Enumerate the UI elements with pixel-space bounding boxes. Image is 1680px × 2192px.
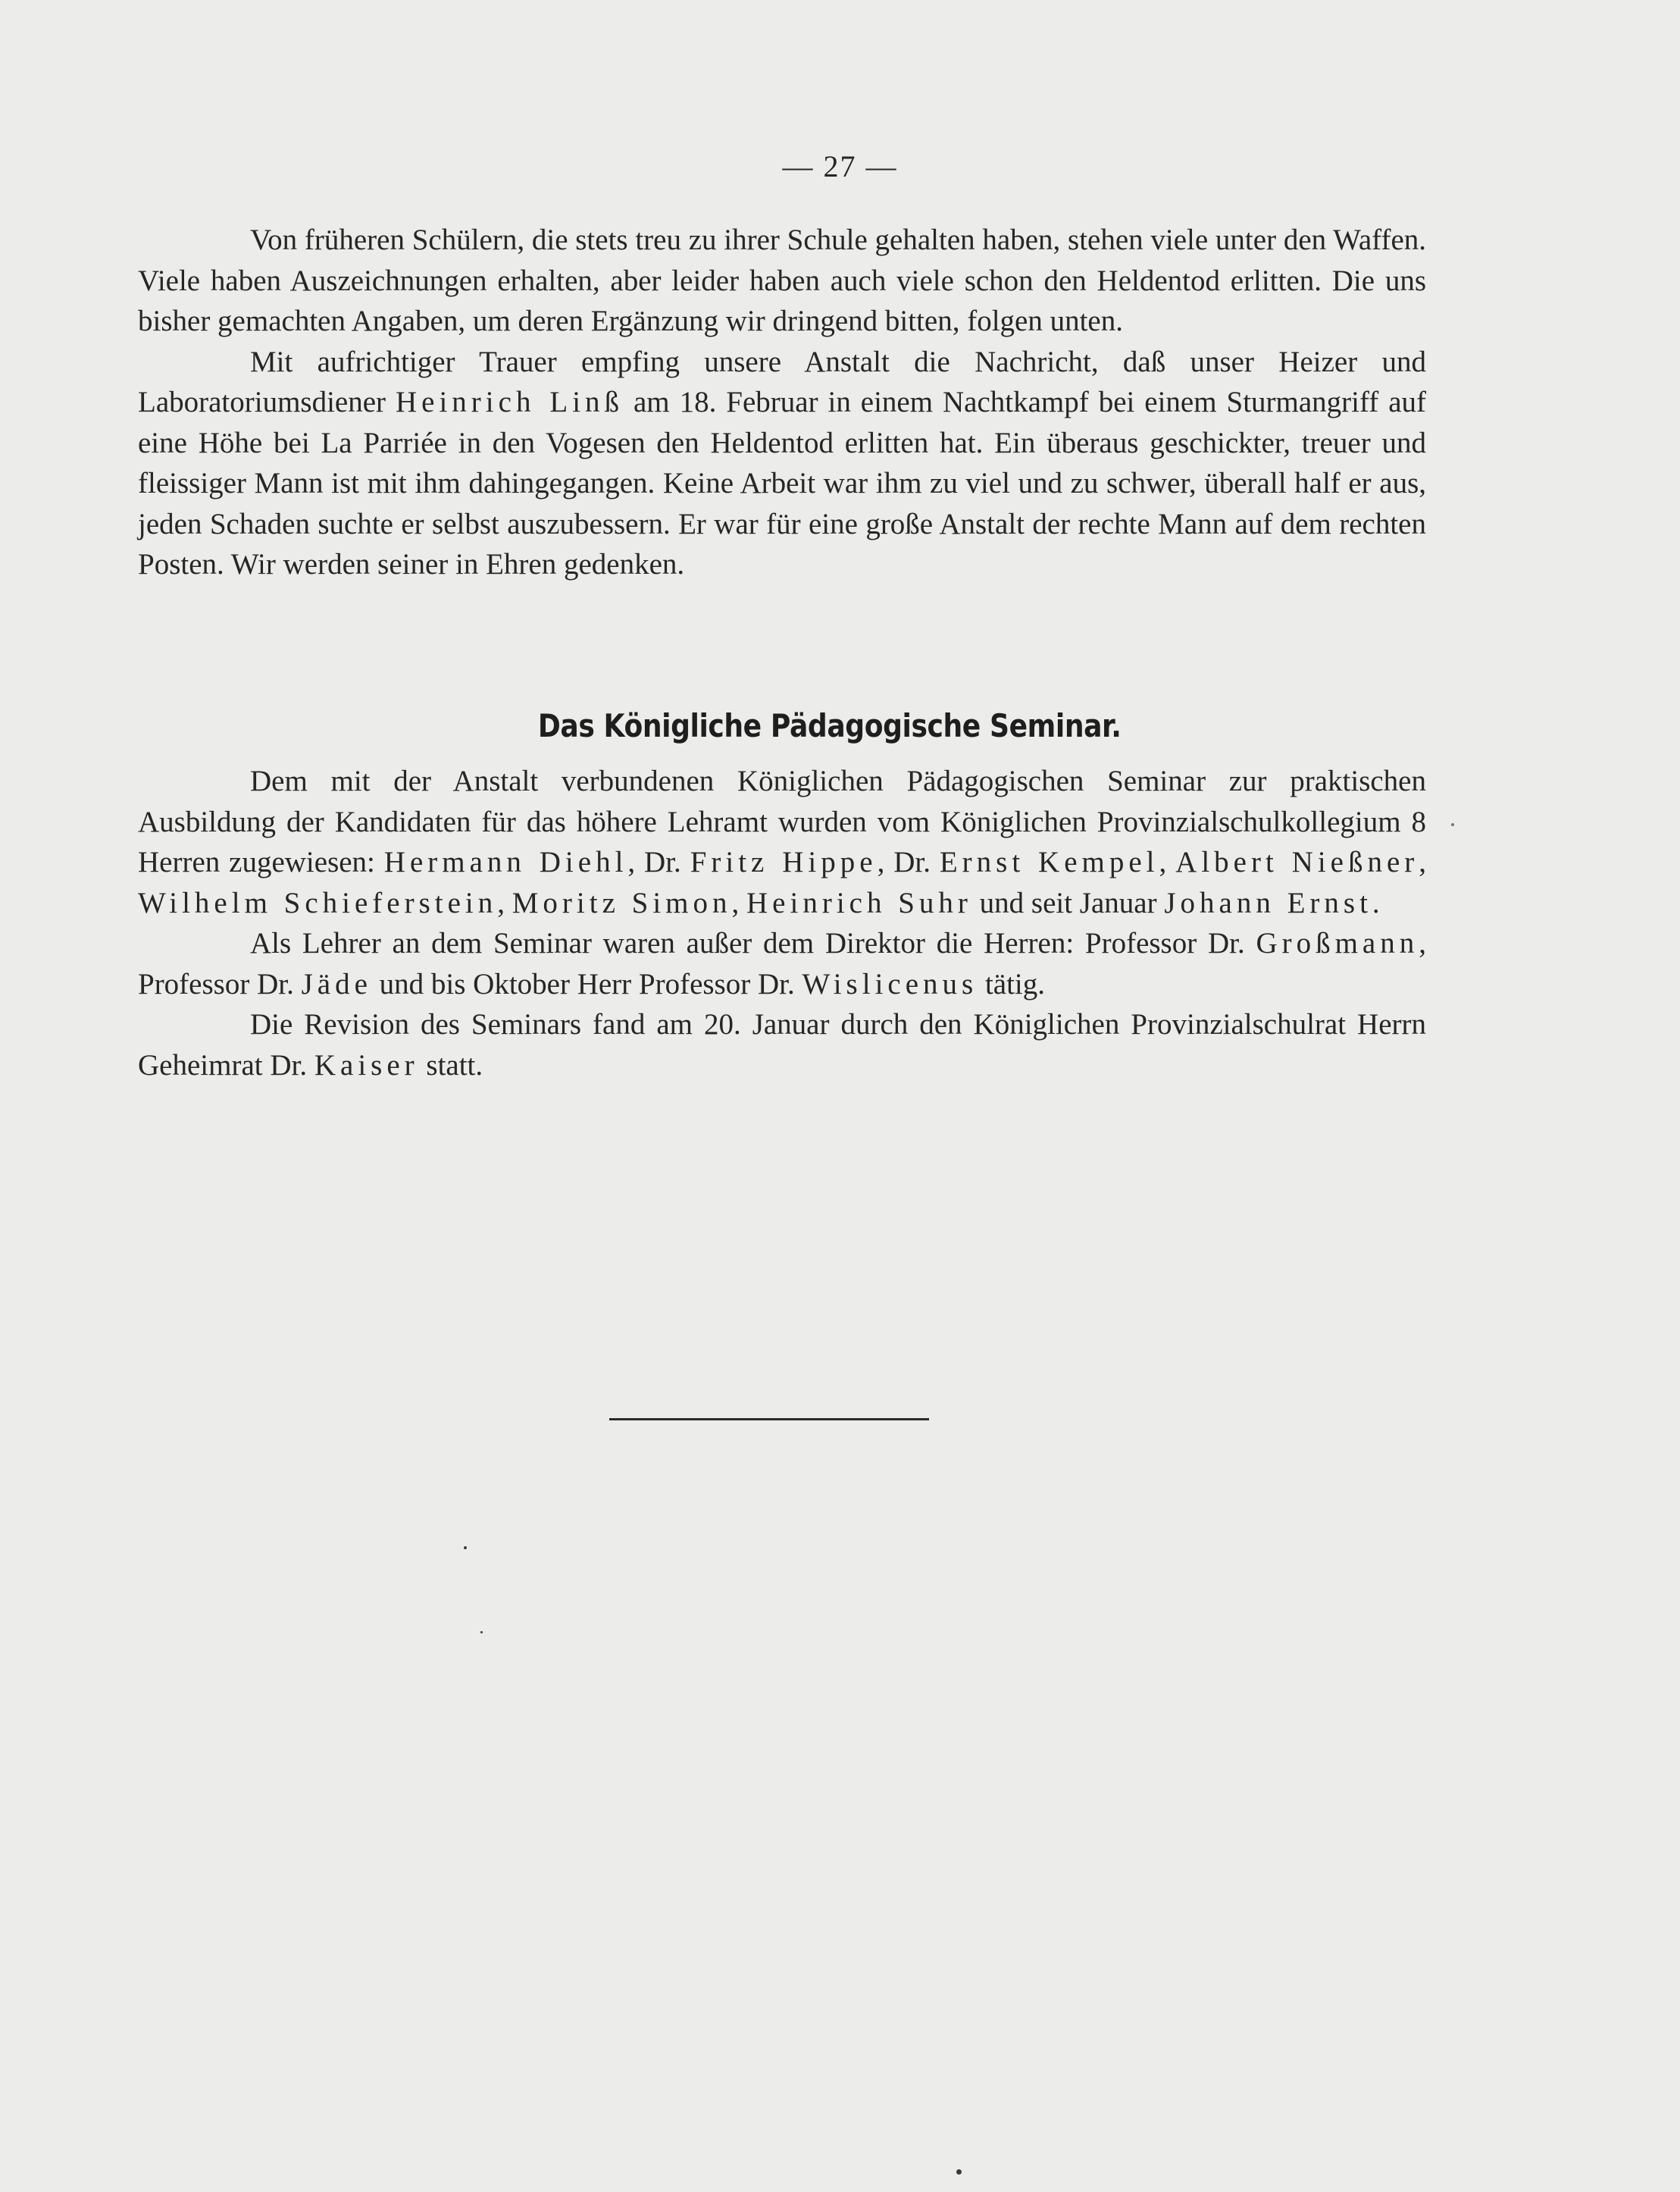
- end-rule: [609, 1418, 929, 1420]
- separator: und seit Januar: [971, 886, 1165, 919]
- scan-speck: [1451, 823, 1454, 826]
- candidate-name: Fritz Hippe: [690, 846, 878, 878]
- fallen-students-section: [138, 220, 1426, 585]
- obituary-text-after: am 18. Februar in einem Nachtkampf bei einem Sturmangriff auf eine Höhe bei La Parriée in den Vogesen den Heldentod erlitten hat. Ein überaus geschickter, treuer und fleissiger Mann ist mit ihm dahingegangen. Keine Arbeit war ihm zu viel und zu schwer, überall half er aus, jeden Schaden suchte er selbst auszubessern. Er war für eine große Anstalt der rechte Mann auf dem rechten Posten. Wir werden seiner in Ehren gedenken.: [138, 386, 1427, 581]
- separator: ,: [1159, 846, 1176, 878]
- candidate-name: Johann Ernst: [1164, 886, 1372, 919]
- page-number: — 27 —: [782, 149, 898, 183]
- teacher-name: Großmann: [1256, 927, 1419, 960]
- scan-speck: [464, 1546, 467, 1549]
- candidate-name: Heinrich Suhr: [746, 886, 972, 919]
- separator: , Professor Dr.: [138, 927, 1426, 1000]
- teacher-name: Jäde: [301, 967, 372, 1000]
- candidate-name: Hermann Diehl: [383, 846, 628, 878]
- paragraph-end: statt.: [418, 1048, 483, 1082]
- paragraph-former-students: Von früheren Schülern, die stets treu zu ihrer Schule gehalten haben, stehen viele unter den Waffen. Viele haben Auszeichnungen erhalten, aber leider haben auch viele schon den Heldentod erlitten. Die uns bisher gemachten Angaben, um deren Ergänzung wir dringend bitten, folgen unten.: [138, 224, 1427, 337]
- separator: ,: [731, 886, 747, 919]
- teacher-name: Wislicenus: [802, 967, 978, 1000]
- teachers-intro: Als Lehrer an dem Seminar waren außer dem Direktor die Herren: Professor Dr.: [250, 927, 1256, 960]
- candidates-intro: Dem mit der Anstalt verbundenen Königlichen Pädagogischen Seminar zur praktischen Ausbildung der Kandidaten für das höhere Lehramt wurden vom Königlichen Provinzialschulkollegium 8 Herren zugewiesen:: [138, 765, 1426, 878]
- separator: , Dr.: [877, 846, 940, 878]
- obituary-text-before: Mit aufrichtiger Trauer empfing unsere Anstalt die Nachricht, daß unser Heizer und Laboratoriumsdiener: [138, 345, 1426, 418]
- paragraph-candidates: [138, 761, 1426, 923]
- separator: ,: [1419, 846, 1427, 878]
- candidate-name: Albert Nießner: [1175, 846, 1419, 878]
- scan-speck: [480, 1631, 483, 1633]
- paragraph-end: tätig.: [978, 967, 1046, 1000]
- scan-speck: [956, 2169, 962, 2175]
- candidate-name: Ernst Kempel: [939, 846, 1159, 878]
- candidate-name: Moritz Simon: [512, 886, 732, 919]
- section-heading: Das Königliche Pädagogische Seminar.: [537, 707, 1122, 744]
- obituary-name: Heinrich Linß: [396, 386, 624, 418]
- paragraph-obituary: [138, 342, 1426, 585]
- separator: und bis Oktober Herr Professor Dr.: [371, 967, 802, 1000]
- inspector-name: Kaiser: [314, 1048, 419, 1082]
- revision-intro: Die Revision des Seminars fand am 20. Januar durch den Königlichen Provinzialschulrat Herrn Geheimrat Dr.: [138, 1008, 1426, 1082]
- separator: ,: [497, 886, 512, 919]
- paragraph-end: .: [1372, 886, 1380, 919]
- seminar-section: [138, 761, 1426, 1085]
- separator: , Dr.: [627, 846, 690, 878]
- paragraph-teachers: [138, 923, 1426, 1004]
- candidate-name: Wilhelm Schieferstein: [138, 886, 498, 919]
- paragraph-revision: [138, 1004, 1426, 1085]
